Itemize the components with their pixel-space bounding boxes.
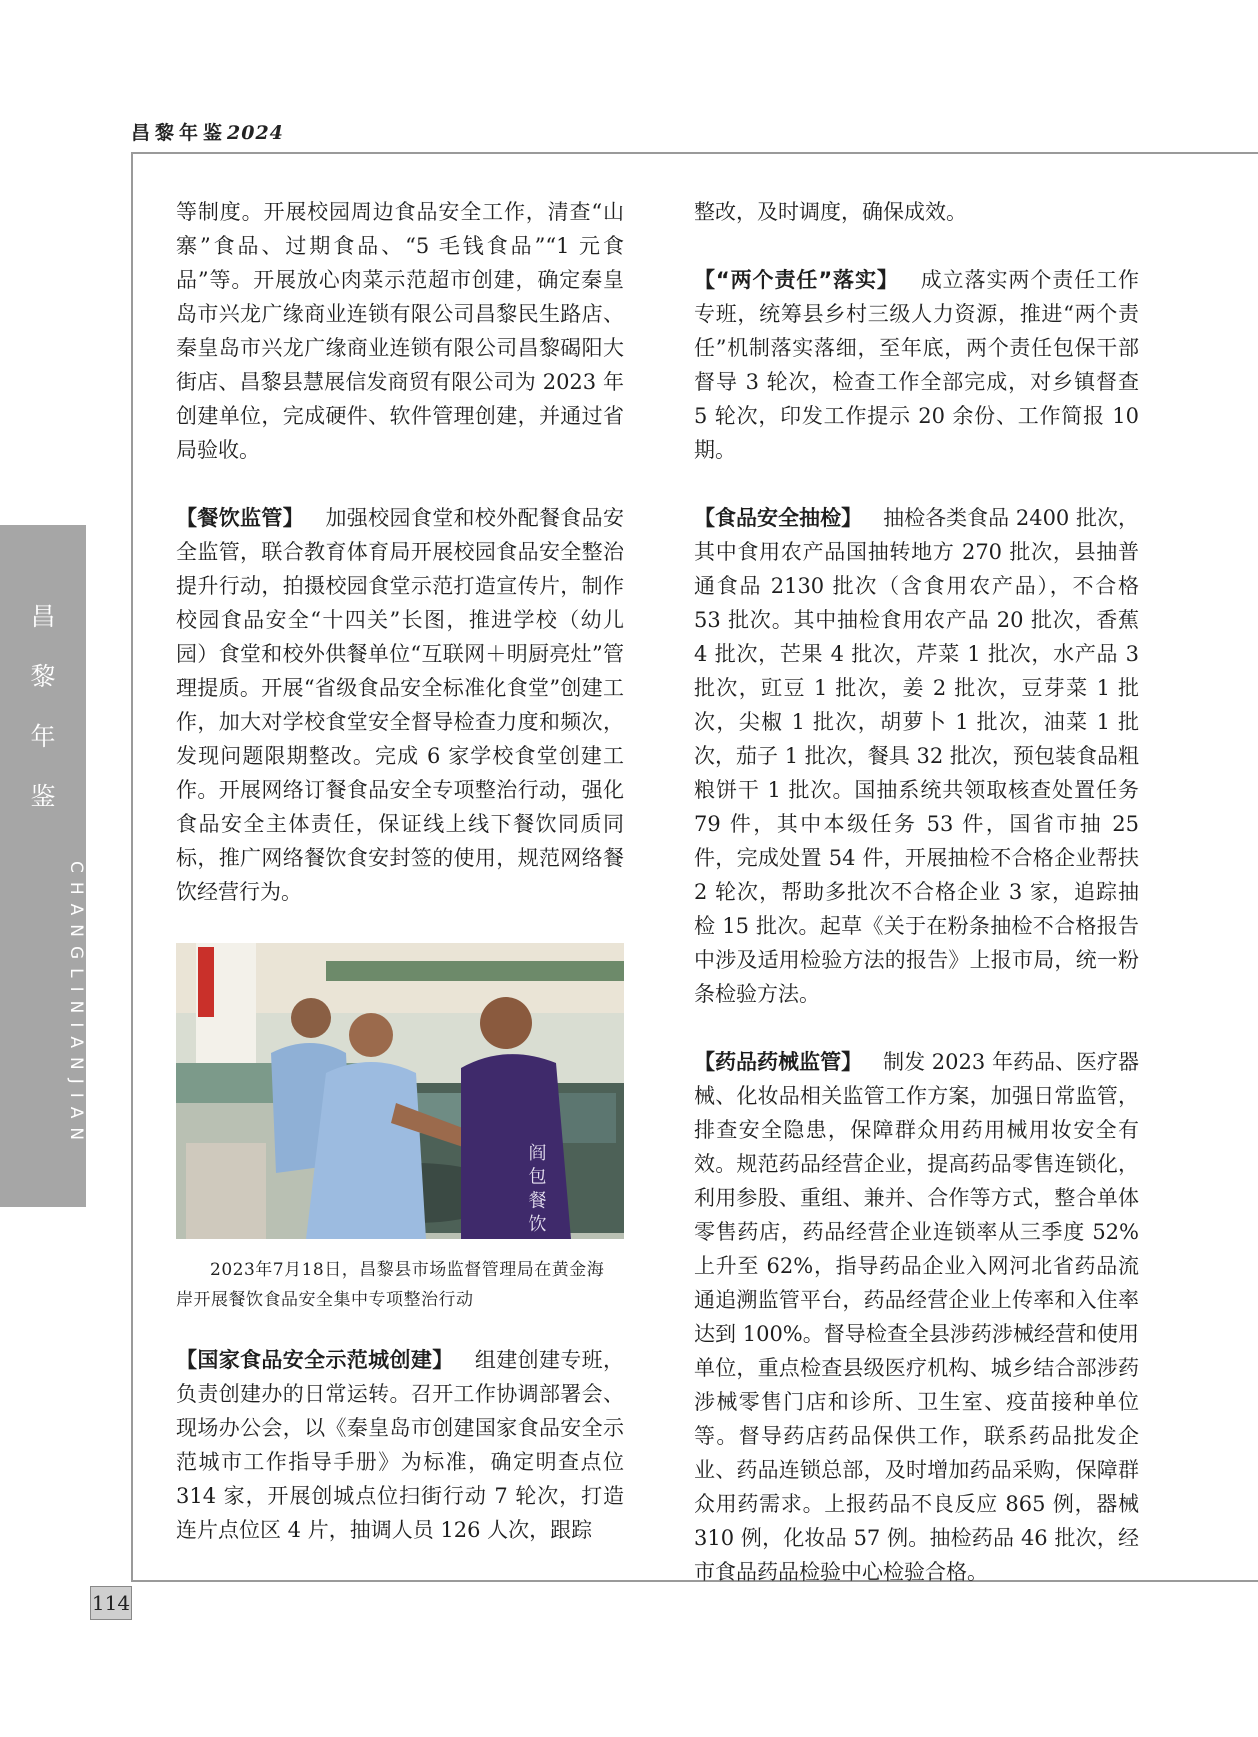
right-column: [694, 195, 1139, 1589]
caption-line: 2023年7月18日，昌黎县市场监督管理局在黄金海: [210, 1260, 605, 1280]
national-heading: 【国家食品安全示范城创建】: [176, 1348, 454, 1372]
frame-top-rule: [131, 152, 1258, 154]
side-tab-chinese: [0, 587, 86, 827]
national-body: 组建创建专班，负责创建办的日常运转。召开工作协调部署会、现场办公会，以《秦皇岛市创建国家食品安全示范城市工作指导手册》为标准，确定明查点位 314 家，开展创城点位扫街行动 7 轮次，打造连片点位区 4 片，抽调人员 126 人次，跟踪: [176, 1348, 625, 1542]
photo-caption: [176, 1255, 624, 1315]
side-tab: [0, 525, 86, 1207]
page-number: 114: [90, 1586, 132, 1620]
drug-heading: 【药品药械监管】: [694, 1050, 863, 1074]
drug-section: [694, 1045, 1139, 1589]
inspection-photo: [176, 943, 624, 1239]
national-section: [176, 1343, 624, 1547]
responsibility-heading: 【“两个责任”落实】: [694, 268, 899, 292]
side-tab-char: 昌: [30, 602, 56, 631]
shirt-logo: 阎 包 餐 饮: [525, 1143, 547, 1233]
responsibility-body: 成立落实两个责任工作专班，统筹县乡村三级人力资源，推进“两个责任”机制落实落细，至年底，两个责任包保干部督导 3 轮次，检查工作全部完成，对乡镇督查 5 轮次，印发工作提示 20 余份、工作简报 10 期。: [694, 268, 1140, 462]
sampling-heading: 【食品安全抽检】: [694, 506, 863, 530]
side-tab-english: CHANGLINIANJIAN: [66, 860, 86, 1150]
side-tab-char: 鉴: [30, 782, 56, 811]
catering-heading: 【餐饮监管】: [176, 506, 305, 530]
catering-body: 加强校园食堂和校外配餐食品安全监管，联合教育体育局开展校园食品安全整治提升行动，拍摄校园食堂示范打造宣传片，制作校园食品安全“十四关”长图，推进学校（幼儿园）食堂和校外供餐单位“互联网＋明厨亮灶”管理提质。开展“省级食品安全标准化食堂”创建工作，加大对学校食堂安全督导检查力度和频次，发现问题限期整改。完成 6 家学校食堂创建工作。开展网络订餐食品安全专项整治行动，强化食品安全主体责任，保证线上线下餐饮同质同标，推广网络餐饮食安封签的使用，规范网络餐饮经营行为。: [176, 506, 625, 904]
sampling-section: [694, 501, 1139, 1011]
responsibility-section: [694, 263, 1139, 467]
drug-body: 制发 2023 年药品、医疗器械、化妆品相关监管工作方案，加强日常监管，排查安全隐患，保障群众用药用械用妆安全有效。规范药品经营企业，提高药品零售连锁化，利用参股、重组、兼并、合作等方式，整合单体零售药店，药品经营企业连锁率从三季度 52% 上升至 62%，指导药品企业入网河北省药品流通追溯监管平台，药品经营企业上传率和入住率达到 100%。督导检查全县涉药涉械经营和使用单位，重点检查县级医疗机构、城乡结合部涉药涉械零售门店和诊所、卫生室、疫苗接种单位等。督导药店药品保供工作，联系药品批发企业、药品连锁总部，及时增加药品采购，保障群众用药需求。上报药品不良反应 865 例，器械 310 例，化妆品 57 例。抽检药品 46 批次，经市食品药品检验中心检验合格。: [694, 1050, 1140, 1584]
continuation-paragraph: 整改，及时调度，确保成效。: [694, 200, 967, 224]
caption-line: 岸开展餐饮食品安全集中专项整治行动: [176, 1290, 474, 1310]
side-tab-char: 黎: [30, 662, 56, 691]
running-head: [131, 118, 284, 145]
yearbook-year: 2024: [227, 122, 284, 144]
yearbook-title: 昌黎年鉴: [131, 122, 228, 144]
intro-paragraph: 等制度。开展校园周边食品安全工作，清查“山寨”食品、过期食品、“5 毛钱食品”“1 元食品”等。开展放心肉菜示范超市创建，确定秦皇岛市兴龙广缘商业连锁有限公司昌黎民生路店、秦皇岛市兴龙广缘商业连锁有限公司昌黎碣阳大街店、昌黎县慧展信发商贸有限公司为 2023 年创建单位，完成硬件、软件管理创建，并通过省局验收。: [176, 200, 624, 462]
sampling-body: 抽检各类食品 2400 批次，其中食用农产品国抽转地方 270 批次，县抽普通食品 2130 批次（含食用农产品），不合格 53 批次。其中抽检食用农产品 20 批次，香蕉 4 批次，芒果 4 批次，芹菜 1 批次，水产品 3 批次，豇豆 1 批次，姜 2 批次，豆芽菜 1 批次，尖椒 1 批次，胡萝卜 1 批次，油菜 1 批次，茄子 1 批次，餐具 32 批次，预包装食品粗粮饼干 1 批次。国抽系统共领取核查处置任务 79 件，其中本级任务 53 件，国省市抽 25 件，完成处置 54 件，开展抽检不合格企业帮扶 2 轮次，帮助多批次不合格企业 3 家，追踪抽检 15 批次。起草《关于在粉条抽检不合格报告中涉及适用检验方法的报告》上报市局，统一粉条检验方法。: [694, 506, 1140, 1006]
catering-section: [176, 501, 624, 909]
inspection-photo-illustration: [176, 943, 624, 1239]
left-column: [176, 195, 624, 1547]
side-tab-char: 年: [30, 722, 56, 751]
frame-left-rule: [131, 152, 133, 1582]
